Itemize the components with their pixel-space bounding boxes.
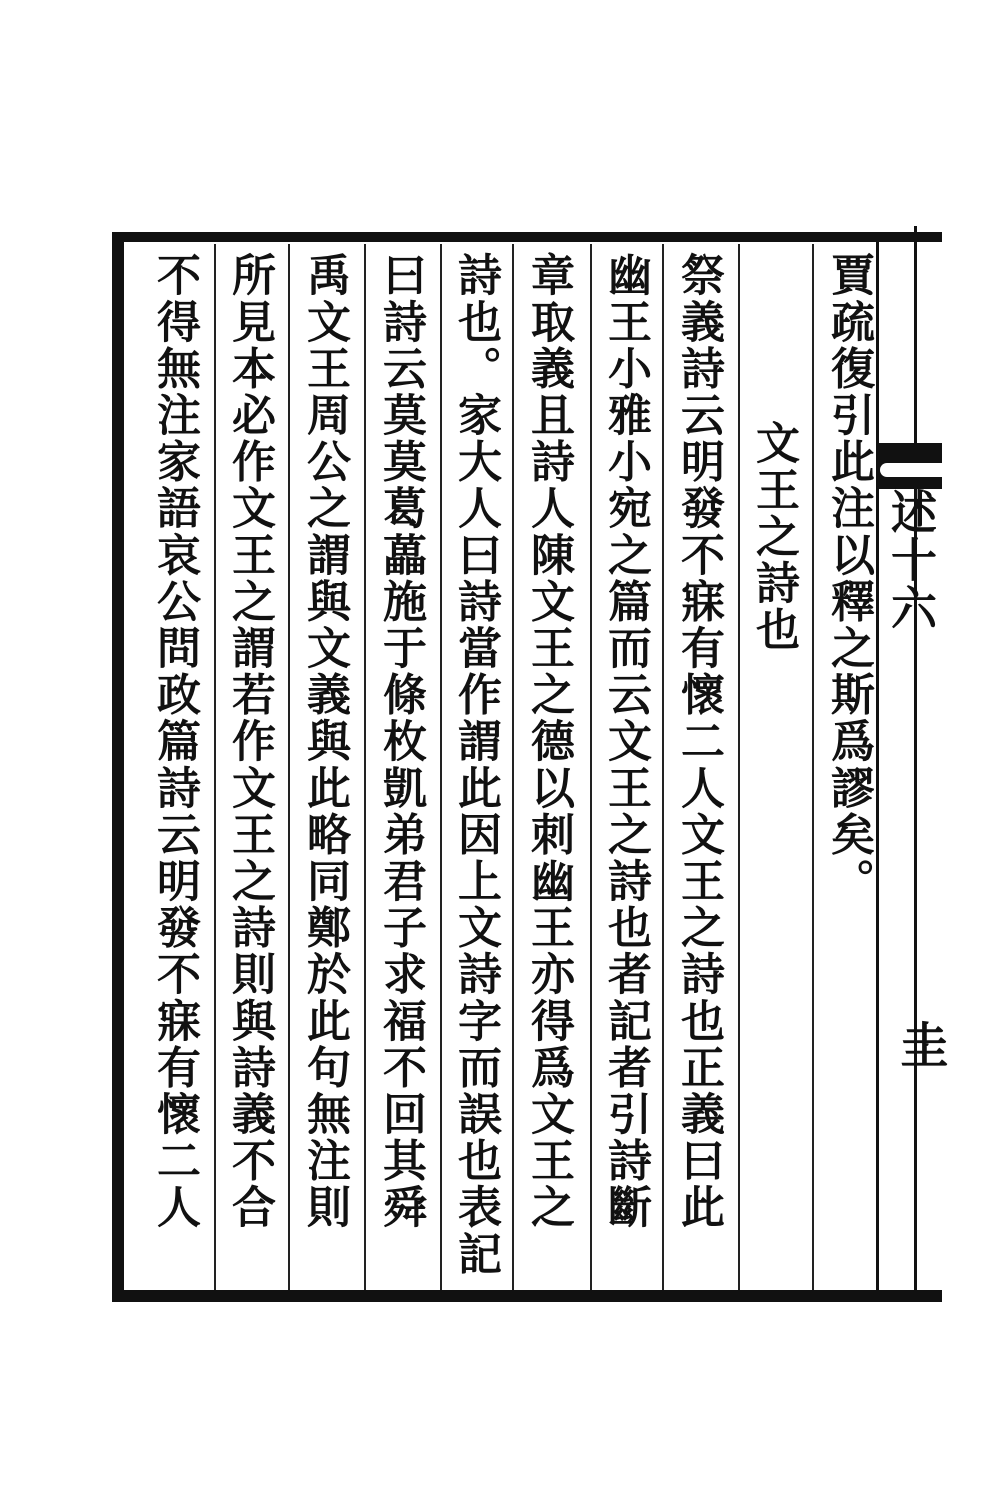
text-column-8: 禹文王周公之謂與文義與此略同鄭於此句無注則 xyxy=(299,252,350,1231)
text-column-3: 祭義詩云明發不寐有懷二人文王之詩也正義曰此 xyxy=(673,252,724,1231)
column-rule xyxy=(364,244,366,1290)
fold-title: 述十六 xyxy=(884,488,938,632)
text-column-6: 詩也。家大人曰詩當作謂此因上文詩字而誤也表記 xyxy=(450,252,501,1278)
column-rule xyxy=(214,244,216,1290)
frame-top-border xyxy=(112,232,942,242)
text-column-2: 文王之詩也 xyxy=(748,420,799,653)
fold-center-line xyxy=(914,226,917,1296)
column-rule xyxy=(590,244,592,1290)
text-column-4: 幽王小雅小宛之篇而云文王之詩也者記者引詩斷 xyxy=(600,252,651,1231)
column-rule xyxy=(440,244,442,1290)
text-column-9: 所見本必作文王之謂若作文王之詩則與詩義不合 xyxy=(224,252,275,1231)
frame-left-border xyxy=(112,232,124,1302)
column-rule xyxy=(288,244,290,1290)
column-rule xyxy=(738,244,740,1290)
text-column-7: 曰詩云莫莫葛藟施于條枚凱弟君子求福不回其舜 xyxy=(375,252,426,1231)
column-rule xyxy=(812,244,814,1290)
fold-fish-tail-inner xyxy=(880,463,942,477)
fold-page-number: 圭 xyxy=(892,1020,948,1068)
fold-left-line xyxy=(876,240,879,1292)
text-column-5: 章取義且詩人陳文王之德以刺幽王亦得爲文王之 xyxy=(523,252,574,1231)
text-column-10: 不得無注家語哀公問政篇詩云明發不寐有懷二人 xyxy=(149,252,200,1231)
column-rule xyxy=(512,244,514,1290)
column-rule xyxy=(662,244,664,1290)
text-column-1: 賈疏復引此注以釋之斯爲謬矣。 xyxy=(823,252,874,905)
